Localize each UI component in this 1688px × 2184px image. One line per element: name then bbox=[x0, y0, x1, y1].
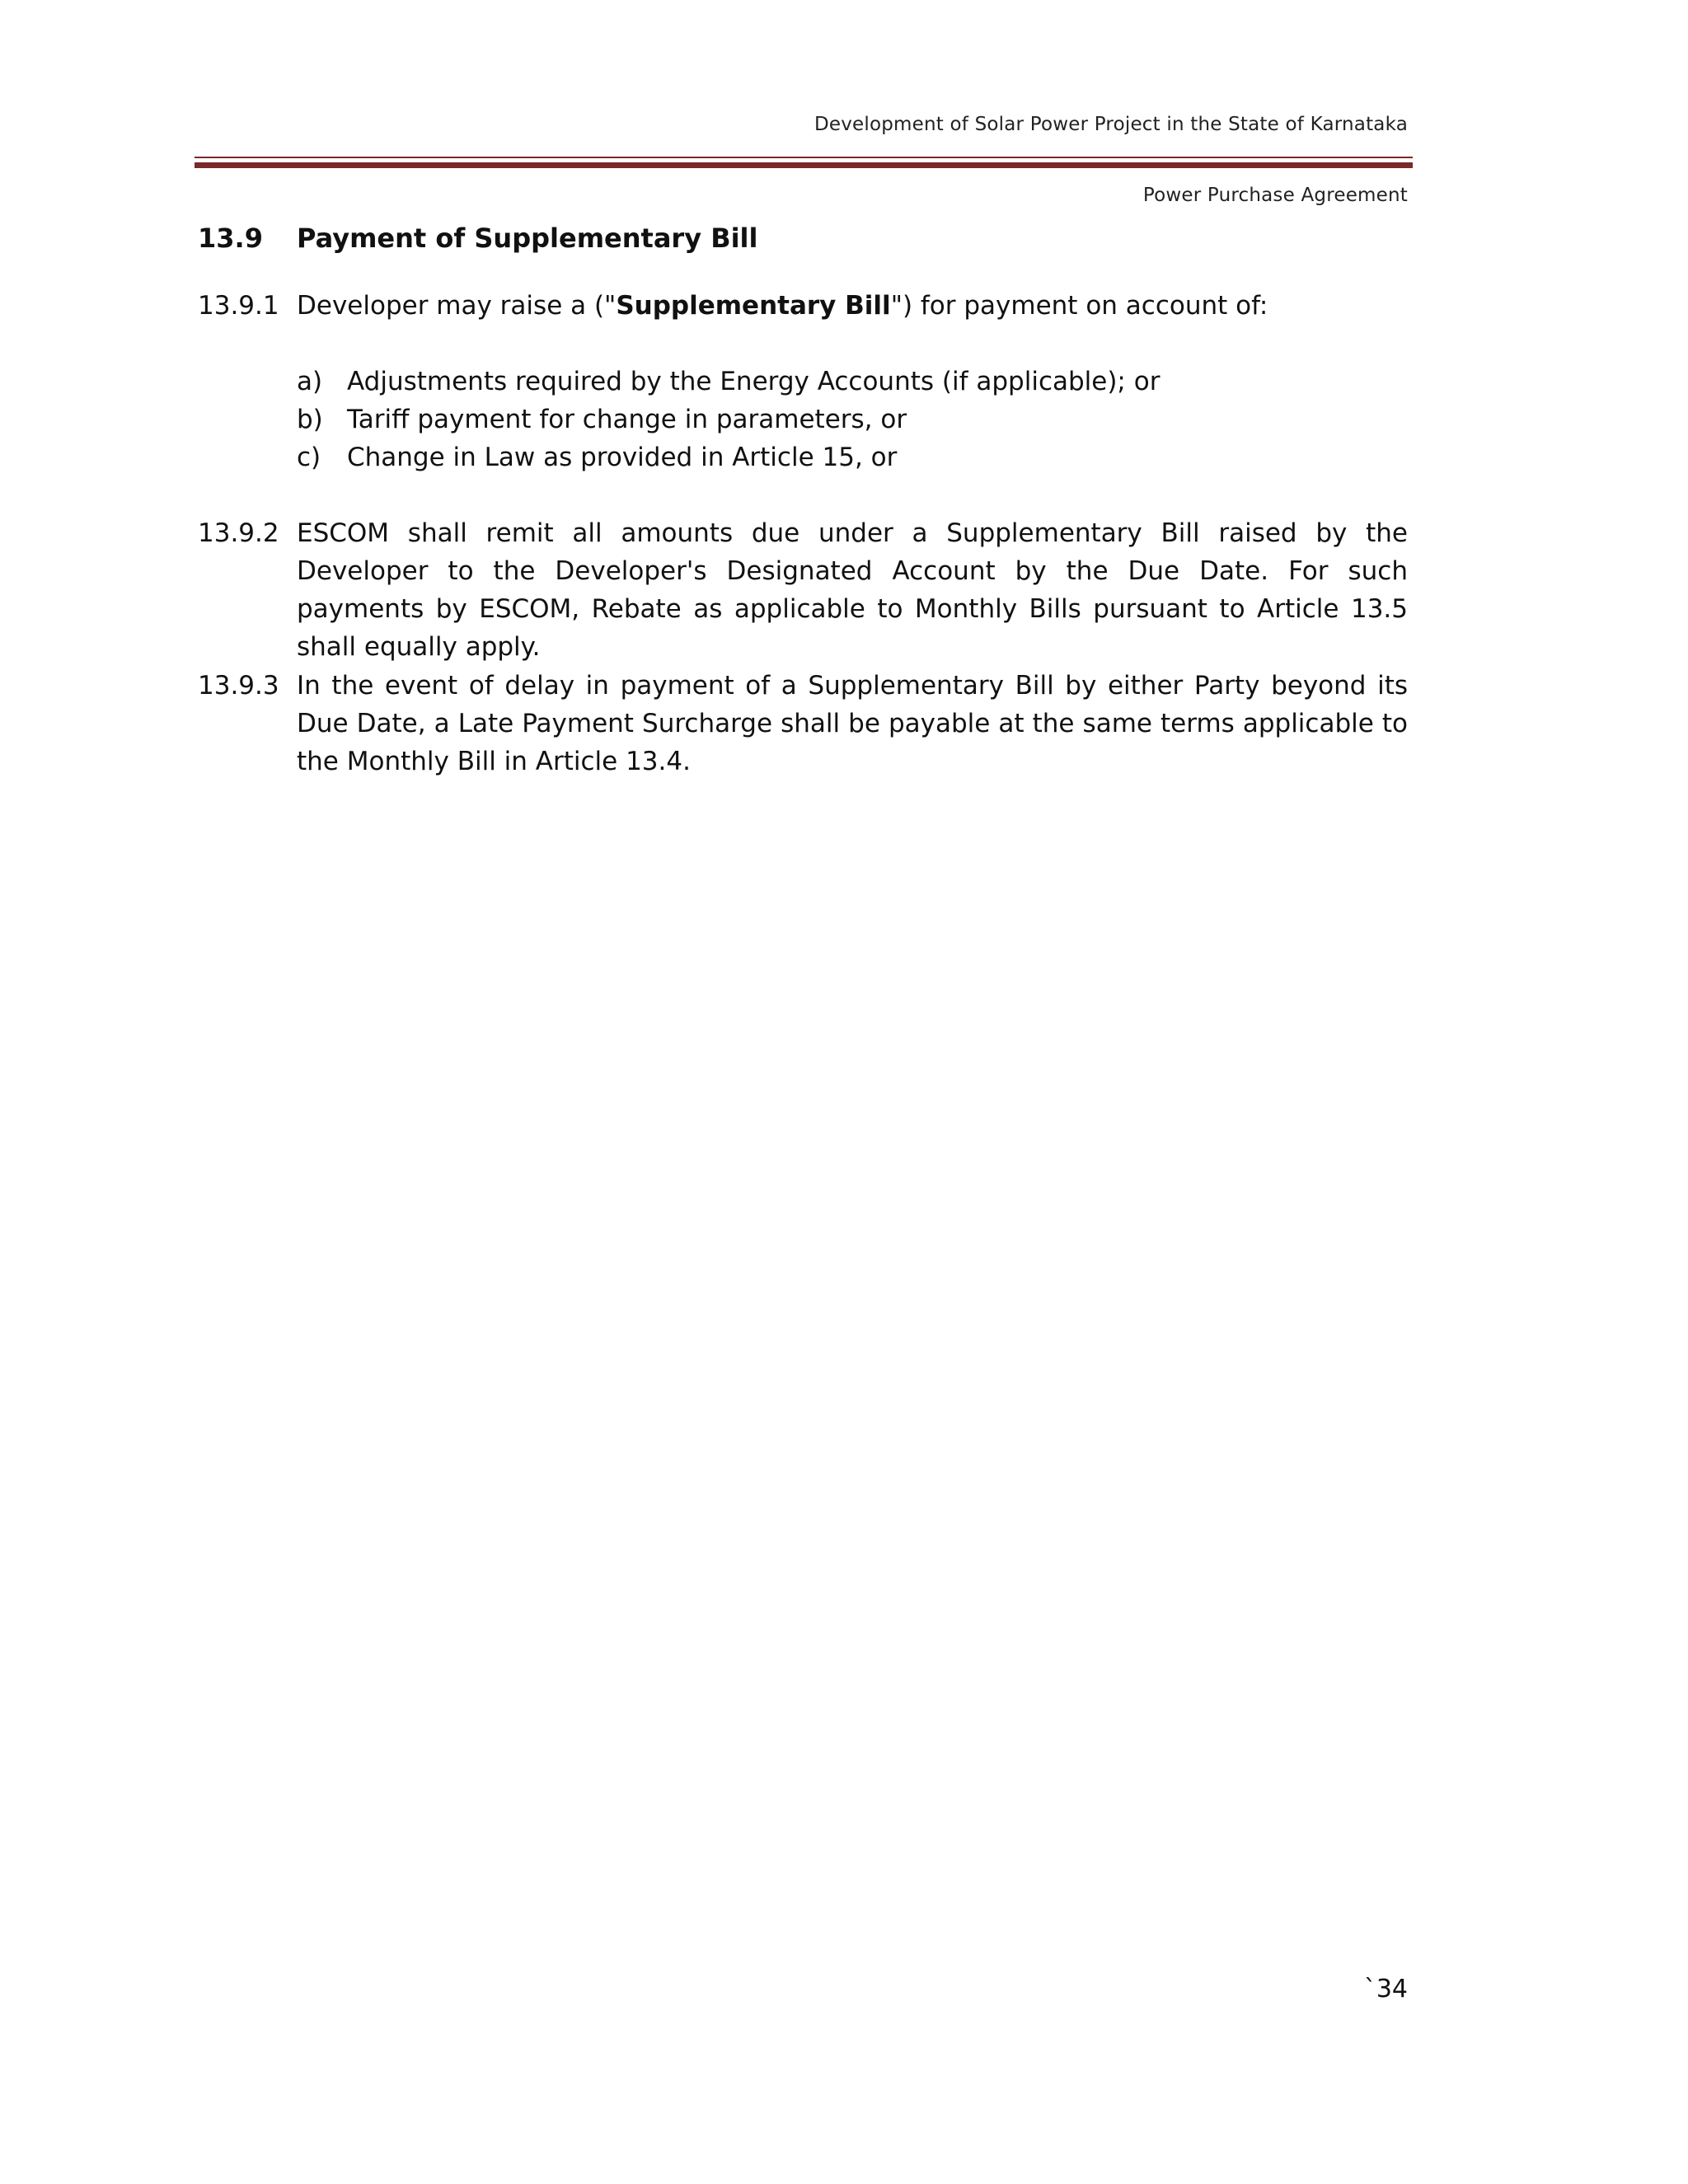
defined-term-supplementary-bill: Supplementary Bill bbox=[616, 291, 891, 321]
header-divider-thick-line bbox=[195, 162, 1413, 168]
list-item-text: Tariff payment for change in parameters, or bbox=[347, 405, 907, 434]
list-item-text: Adjustments required by the Energy Accounts (if applicable); or bbox=[347, 367, 1160, 396]
clause-13-9-2 bbox=[198, 514, 1408, 666]
section-title: Payment of Supplementary Bill bbox=[297, 223, 758, 254]
page-number: `34 bbox=[1363, 1975, 1408, 2004]
list-item-text: Change in Law as provided in Article 15, or bbox=[347, 443, 898, 472]
clause-text-lead: Developer may raise a (" bbox=[297, 291, 617, 321]
list-marker: a) bbox=[297, 367, 323, 396]
clause-text: ESCOM shall remit all amounts due under a Supplementary Bill raised by the Developer to the Developer's Designated Account by the Due Date. For such payments by ESCOM, Rebate as applicable to Monthly Bills pursuant to Article 13.5 shall equally apply. bbox=[297, 518, 1408, 662]
clause-number: 13.9.2 bbox=[198, 518, 279, 548]
header-divider-thin-line bbox=[195, 157, 1413, 158]
list-marker: b) bbox=[297, 405, 323, 434]
header-divider bbox=[195, 157, 1413, 170]
clause-13-9-3 bbox=[198, 667, 1408, 780]
section-heading bbox=[198, 223, 757, 254]
list-marker: c) bbox=[297, 443, 321, 472]
document-type-label: Power Purchase Agreement bbox=[1142, 185, 1408, 206]
clause-number: 13.9.3 bbox=[198, 671, 279, 701]
clause-text: In the event of delay in payment of a Supplementary Bill by either Party beyond its Due Date, a Late Payment Surcharge shall be payable at the same terms applicable to the Monthly Bill in Article 13.4. bbox=[297, 671, 1408, 776]
clause-text-tail: ") for payment on account of: bbox=[890, 291, 1268, 321]
running-header-title: Development of Solar Power Project in the State of Karnataka bbox=[814, 114, 1408, 135]
section-number: 13.9 bbox=[198, 223, 263, 254]
clause-text bbox=[297, 287, 1408, 325]
clause-13-9-1 bbox=[198, 287, 1408, 325]
clause-number: 13.9.1 bbox=[198, 291, 279, 321]
